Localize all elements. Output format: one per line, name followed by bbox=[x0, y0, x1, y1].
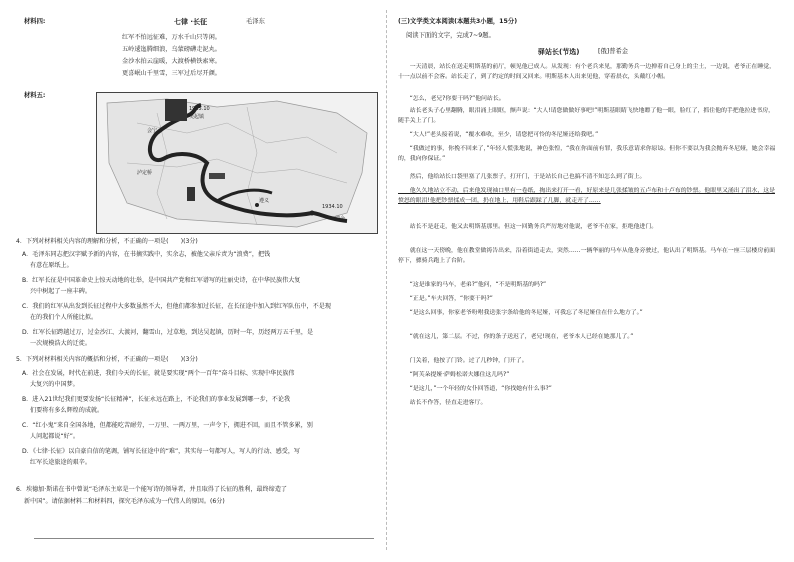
poem-line: 五岭逶迤腾细浪，乌蒙磅礴走泥丸。 bbox=[122, 46, 221, 53]
story-title: 驿站长(节选) bbox=[538, 48, 580, 56]
map-label: 泸定桥 bbox=[137, 170, 153, 176]
question-4-option-c-cont: 在的我们个人所能比拟。 bbox=[22, 314, 98, 321]
answer-line[interactable] bbox=[34, 538, 374, 539]
column-divider bbox=[386, 10, 387, 550]
left-column bbox=[14, 0, 376, 562]
poem-line: 红军不怕远征难，万水千山只等闲。 bbox=[122, 34, 221, 41]
question-4-option-b: B．红军长征是中国革命史上惊天动地的壮举，是中国共产党和红军谱写的壮丽史诗，在中华民族伟大复 bbox=[22, 277, 301, 284]
question-4-option-d-cont: 一次规模浩大的迁徙。 bbox=[22, 340, 91, 347]
story-paragraph: “大人!”老头接着说，“覆水难收，至少，请您把可怜的冬尼娅还给我吧。” bbox=[398, 132, 599, 138]
question-5-option-c: C．“红小鬼”来自全国各地，但都能吃苦耐劳，一万里、一两万里，一声令下，拥进不回，而且不管多累，别 bbox=[22, 422, 313, 429]
question-4-option-c: C．我们的红军从出发到长征过程中大多数虽然不大，但他们都参加过长征，在长征途中加入到红军队伍中，不是现 bbox=[22, 303, 331, 310]
story-paragraph: “是这儿，”一个年轻的女仆回答道，“你找她有什么事?” bbox=[398, 386, 552, 392]
material-four-label: 材料四: bbox=[24, 18, 46, 25]
story-paragraph: 站长不是赶走，他又去明斯基那里。但这一回勤务兵严厉地对他说，老爷不在家，拒绝他进门。 bbox=[398, 224, 658, 230]
question-5-option-d: D．《七律·长征》以自豪自信的笔调，铺写长征途中的“难”，其实每一句都写人，写人的行动、感受，写 bbox=[22, 448, 301, 455]
story-paragraph: “是这么回事，你家老爷吩咐我送张字条给他的冬尼娅，可我忘了冬尼娅住在什么地方了。” bbox=[398, 310, 643, 316]
story-author: [俄]普希金 bbox=[598, 48, 629, 55]
story-paragraph: 然后，他给站长口袋里塞了几张票子，打开门，于是站长自己也搞不清不知怎么到了街上。 bbox=[398, 174, 646, 180]
story-paragraph: 门关着，他按了门铃。过了几秒钟，门开了。 bbox=[398, 358, 528, 364]
question-5-stem: 5．下列对材料相关内容的概括和分析，不正确的一项是( )(3分) bbox=[16, 356, 198, 363]
poem-title: 七律 ·长征 bbox=[174, 18, 208, 26]
map-label: 1934.10 bbox=[322, 204, 343, 210]
right-column bbox=[398, 0, 778, 562]
map-label: 遵义 bbox=[259, 198, 270, 204]
map-label: 会宁 bbox=[147, 128, 158, 134]
story-paragraph: “怎么，老兄?你要干吗?”他问站长。 bbox=[398, 96, 505, 102]
question-6-stem: 6．埃德加·斯诺在书中曾说“毛泽东主席是一个能写诗的领导者，并且取得了长征的胜利，最终缔造了 bbox=[16, 486, 288, 493]
story-paragraph: 就在这一天傍晚，他在教堂做祷告出来，沿着街道走去，突然……一辆华丽的马车从他身旁驶过，他认出了明斯基。马车在一座三层楼房前面停下，骠骑兵跑上了台阶。 bbox=[398, 248, 775, 264]
material-five-label: 材料五: bbox=[24, 92, 46, 99]
reading-instruction: 阅读下面的文字，完成7~9题。 bbox=[406, 32, 495, 39]
story-paragraph: “我做过的事，你挽不回来了，”年轻人慌张地说，神色张惶，“我在你面前有罪，我乐意请求你原谅。但你不要以为我会抛弃冬尼娅，她会幸福的，我向你保证。” bbox=[398, 146, 776, 162]
map-label: 吴起镇 bbox=[189, 114, 205, 120]
poem-line: 更喜岷山千里雪，三军过后尽开颜。 bbox=[122, 70, 221, 77]
story-paragraph: “就在这儿，第二层。不过，你的条子送迟了，老兄!现在，老爷本人已经在她那儿了。” bbox=[398, 334, 634, 340]
story-paragraph: 一天清晨，站长在送走明斯基的前厅，顿见他已成人。从发现：有个老兵来见，那勤务兵一边掸着自己身上的尘土，一边说，老爷正在睡觉，十一点以前不会客。站长走了，到了约定的时间又回来。明斯基本人出来见他，穿着晨衣，头戴红小帽。 bbox=[398, 64, 775, 80]
story-paragraph: “正是。”车夫回答，“你要干吗?” bbox=[398, 296, 493, 302]
question-4-option-b-cont: 兴中树起了一座丰碑。 bbox=[22, 288, 91, 295]
question-4-option-d: D．红军长征跨越过万，过金沙江、大渡河，翻雪山，过草地，到达吴起镇，历时一年，历经两万五千里，是 bbox=[22, 329, 314, 336]
question-5-option-d-cont: 红军长途旅途的艰辛。 bbox=[22, 459, 91, 466]
poem-author: 毛泽东 bbox=[246, 18, 265, 25]
long-march-map bbox=[96, 92, 378, 234]
story-paragraph: “这是谁家的马车，老弟?”他问，“不是明斯基的吗?” bbox=[398, 282, 547, 288]
question-5-option-b: B．进入21世纪我们更要发扬“长征精神”，长征永远在路上，不论我们的事业发展到哪一步，不论我 bbox=[22, 396, 291, 403]
question-5-option-b-cont: 们要将有多么辉煌的成就。 bbox=[22, 407, 104, 414]
question-4-stem: 4．下列对材料相关内容的理解和分析，不正确的一项是( )(3分) bbox=[16, 238, 198, 245]
map-label: 瑞金 bbox=[335, 216, 346, 222]
story-paragraph: 站长不作答，径直走进客厅。 bbox=[398, 400, 487, 406]
question-4-option-a-cont: 有意在原纸上。 bbox=[22, 262, 73, 269]
story-paragraph: “阿芙朵提娅·萨姆松诺夫娜住这儿吗?” bbox=[398, 372, 510, 378]
story-paragraph-underlined: 他久久地站立不动，后来他发现袖口里有一卷纸，掏出来打开一看，好原来是几张揉皱的五卢布和十卢布的钞票。他眼里又涌出了泪水，这是愤怒的眼泪!他把钞票揉成一团，扔在地上，用鞋后跟踩了几脚，就走开了…… bbox=[398, 188, 775, 204]
story-paragraph: 站长老头子心里翻腾，眼泪涌上眼眶，颤声说：“大人!请您做做好事吧!”明斯基眼睛飞快地瞟了他一眼，脸红了，抓住他的手把他拉进书房，随手关上了门。 bbox=[398, 108, 775, 124]
section-title: (三)文学类文本阅读(本题共3小题，15分) bbox=[398, 18, 518, 25]
question-4-option-a: A．毛泽东同志把汉字赋予新的内容，在书摘实践中，实余志，被他父亲斥责为“浪费”，把钱 bbox=[22, 251, 271, 258]
poem-line: 金沙水拍云崖暖，大渡桥横铁索寒。 bbox=[122, 58, 221, 65]
question-5-option-c-cont: 人问起都说“好”。 bbox=[22, 433, 80, 440]
question-5-option-a: A．社会在发展，时代在前进，我们今天的长征，就是要实现“两个一百年”奋斗目标、实现中华民族伟 bbox=[22, 370, 295, 377]
question-5-option-a-cont: 大复兴的中国梦。 bbox=[22, 381, 79, 388]
question-6-stem-cont: 新中国”。请依据材料二和材料四，探究毛泽东成为一代伟人的原因。(6分) bbox=[16, 498, 225, 505]
map-graphic bbox=[97, 93, 377, 233]
map-label: 1935.10 bbox=[189, 106, 210, 112]
